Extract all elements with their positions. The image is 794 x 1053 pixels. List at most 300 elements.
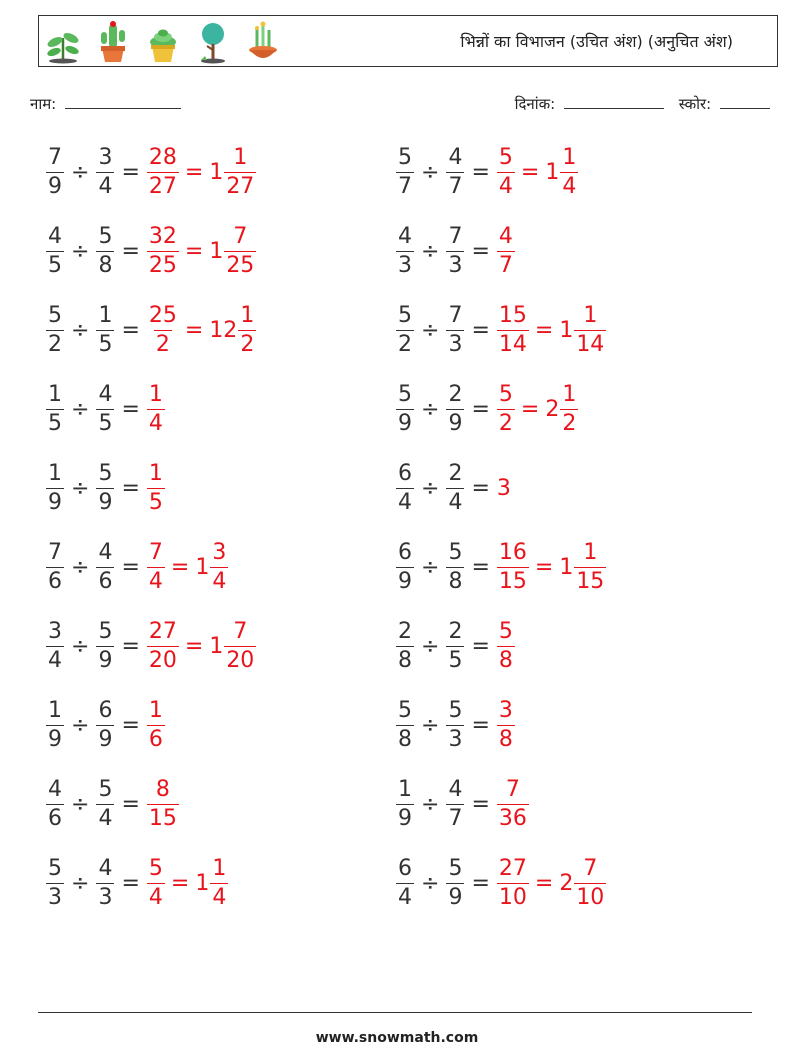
mixed-fraction — [238, 302, 256, 357]
divide-sign: ÷ — [71, 712, 90, 738]
mixed-whole: 2 — [545, 396, 560, 422]
answer-fraction — [147, 855, 165, 910]
answer-fraction — [147, 223, 179, 278]
denominator: 2 — [155, 331, 170, 357]
dividend-fraction — [396, 697, 414, 752]
answer-fraction — [497, 144, 515, 199]
divide-sign: ÷ — [71, 554, 90, 580]
denominator: 9 — [98, 726, 113, 752]
divisor-fraction — [96, 539, 114, 594]
denominator: 8 — [398, 726, 412, 752]
problem-item — [46, 772, 179, 836]
mixed-fraction — [574, 855, 606, 910]
numerator: 2 — [448, 460, 463, 486]
numerator: 7 — [505, 776, 520, 802]
denominator: 10 — [498, 884, 527, 910]
answer — [497, 697, 515, 752]
dividend-fraction — [46, 539, 64, 594]
answer-mixed-number — [209, 144, 256, 199]
denominator: 2 — [398, 331, 412, 357]
divisor-fraction — [446, 460, 464, 515]
answer — [497, 476, 512, 501]
equals-sign: = — [121, 791, 140, 817]
denominator: 8 — [448, 568, 463, 594]
denominator: 9 — [448, 884, 463, 910]
equals-sign: = — [471, 554, 490, 580]
dividend-fraction — [396, 855, 414, 910]
denominator: 5 — [98, 331, 113, 357]
numerator: 8 — [155, 776, 170, 802]
numerator: 5 — [98, 460, 113, 486]
equals-sign: = — [184, 317, 204, 343]
denominator: 4 — [148, 568, 163, 594]
equals-sign: = — [520, 396, 540, 422]
answer-fraction — [497, 302, 529, 357]
divide-sign: ÷ — [421, 554, 440, 580]
answer-fraction — [147, 460, 165, 515]
divisor-fraction — [446, 539, 464, 594]
denominator: 9 — [98, 489, 113, 515]
numerator: 7 — [233, 223, 248, 249]
numerator: 7 — [233, 618, 248, 644]
denominator: 7 — [448, 805, 463, 831]
answer — [147, 381, 165, 436]
numerator: 15 — [498, 302, 527, 328]
numerator: 4 — [498, 223, 513, 249]
divide-sign: ÷ — [421, 475, 440, 501]
divisor-fraction — [446, 855, 464, 910]
divisor-fraction — [446, 776, 464, 831]
divide-sign: ÷ — [71, 159, 90, 185]
equals-sign: = — [170, 870, 190, 896]
denominator: 9 — [98, 647, 113, 673]
equals-sign: = — [534, 554, 554, 580]
problem-item — [396, 140, 578, 204]
denominator: 6 — [48, 568, 62, 594]
numerator: 6 — [398, 855, 412, 881]
date-blank[interactable] — [564, 94, 664, 109]
denominator: 5 — [48, 252, 62, 278]
denominator: 27 — [226, 173, 255, 199]
answer — [147, 460, 165, 515]
footer-website: www.snowmath.com — [315, 1030, 479, 1046]
denominator: 7 — [498, 252, 513, 278]
denominator: 14 — [576, 331, 605, 357]
denominator: 25 — [226, 252, 255, 278]
divide-sign: ÷ — [71, 475, 90, 501]
equals-sign: = — [121, 317, 140, 343]
mixed-fraction — [224, 223, 256, 278]
numerator: 1 — [148, 381, 163, 407]
dividend-fraction — [396, 381, 414, 436]
answer — [497, 223, 515, 278]
mixed-fraction — [574, 302, 606, 357]
answer-fraction — [147, 302, 179, 357]
answer-fraction — [497, 618, 515, 673]
dividend-fraction — [46, 302, 64, 357]
answer — [147, 776, 179, 831]
problem-item — [396, 298, 606, 362]
numerator: 6 — [98, 697, 113, 723]
numerator: 2 — [448, 618, 463, 644]
dividend-fraction — [46, 618, 64, 673]
dividend-fraction — [396, 618, 414, 673]
problem-item — [396, 614, 515, 678]
equals-sign: = — [471, 317, 490, 343]
mixed-whole: 1 — [559, 554, 574, 580]
dividend-fraction — [46, 460, 64, 515]
numerator: 5 — [448, 697, 463, 723]
mixed-whole: 1 — [209, 159, 224, 185]
score-blank[interactable] — [720, 94, 770, 109]
equals-sign: = — [471, 475, 490, 501]
dividend-fraction — [46, 776, 64, 831]
answer — [147, 539, 228, 594]
dividend-fraction — [396, 302, 414, 357]
equals-sign: = — [471, 396, 490, 422]
numerator: 2 — [398, 618, 412, 644]
mixed-fraction — [210, 539, 228, 594]
divisor-fraction — [96, 381, 114, 436]
denominator: 4 — [498, 173, 513, 199]
equals-sign: = — [471, 791, 490, 817]
denominator: 2 — [498, 410, 513, 436]
numerator: 1 — [148, 697, 163, 723]
numerator: 1 — [148, 460, 163, 486]
answer-fraction — [497, 539, 529, 594]
denominator: 36 — [498, 805, 527, 831]
numerator: 16 — [498, 539, 527, 565]
numerator: 1 — [233, 144, 248, 170]
numerator: 4 — [398, 223, 412, 249]
numerator: 7 — [448, 223, 463, 249]
header-box — [38, 15, 778, 67]
score-label: स्कोर: — [678, 95, 712, 113]
divide-sign: ÷ — [421, 159, 440, 185]
mixed-fraction — [560, 381, 578, 436]
denominator: 6 — [48, 805, 62, 831]
divide-sign: ÷ — [421, 238, 440, 264]
numerator: 5 — [448, 855, 463, 881]
denominator: 8 — [398, 647, 412, 673]
numerator: 5 — [398, 302, 412, 328]
denominator: 5 — [448, 647, 463, 673]
numerator: 5 — [448, 539, 463, 565]
numerator: 1 — [240, 302, 255, 328]
divide-sign: ÷ — [71, 870, 90, 896]
numerator: 27 — [498, 855, 527, 881]
denominator: 4 — [398, 489, 412, 515]
answer — [497, 539, 606, 594]
problem-item — [46, 614, 256, 678]
problem-item — [46, 693, 165, 757]
dividend-fraction — [396, 776, 414, 831]
equals-sign: = — [121, 396, 140, 422]
numerator: 5 — [48, 855, 62, 881]
dividend-fraction — [46, 223, 64, 278]
divide-sign: ÷ — [71, 396, 90, 422]
divide-sign: ÷ — [421, 791, 440, 817]
numerator: 5 — [398, 144, 412, 170]
divisor-fraction — [96, 223, 114, 278]
answer-mixed-number — [545, 381, 578, 436]
divisor-fraction — [446, 697, 464, 752]
denominator: 6 — [98, 568, 113, 594]
denominator: 7 — [448, 173, 463, 199]
divide-sign: ÷ — [71, 317, 90, 343]
denominator: 5 — [98, 410, 113, 436]
answer-mixed-number — [559, 302, 606, 357]
equals-sign: = — [534, 317, 554, 343]
equals-sign: = — [121, 238, 140, 264]
divisor-fraction — [446, 618, 464, 673]
answer-mixed-number — [195, 855, 228, 910]
denominator: 4 — [212, 568, 227, 594]
equals-sign: = — [520, 159, 540, 185]
worksheet-title: भिन्नों का विभाजन (उचित अंश) (अनुचित अंश) — [460, 32, 733, 51]
dividend-fraction — [46, 144, 64, 199]
answer-fraction — [147, 776, 179, 831]
equals-sign: = — [184, 238, 204, 264]
problem-item — [396, 851, 606, 915]
tree-icon — [193, 20, 233, 64]
numerator: 7 — [448, 302, 463, 328]
equals-sign: = — [121, 159, 140, 185]
answer — [497, 381, 578, 436]
name-field — [30, 94, 181, 114]
equals-sign: = — [471, 633, 490, 659]
numerator: 4 — [98, 855, 113, 881]
divide-sign: ÷ — [421, 712, 440, 738]
denominator: 27 — [148, 173, 177, 199]
denominator: 20 — [226, 647, 255, 673]
numerator: 25 — [148, 302, 177, 328]
divide-sign: ÷ — [71, 238, 90, 264]
equals-sign: = — [121, 712, 140, 738]
numerator: 4 — [48, 223, 62, 249]
date-label: दिनांक: — [514, 95, 556, 113]
mixed-fraction — [560, 144, 578, 199]
answer-fraction — [497, 697, 515, 752]
denominator: 2 — [48, 331, 62, 357]
answer-mixed-number — [559, 539, 606, 594]
date-score-field — [515, 94, 770, 114]
equals-sign: = — [121, 475, 140, 501]
succulent-icon — [143, 20, 183, 64]
divisor-fraction — [96, 855, 114, 910]
denominator: 9 — [48, 489, 62, 515]
divisor-fraction — [96, 460, 114, 515]
answer — [147, 618, 256, 673]
equals-sign: = — [121, 870, 140, 896]
problem-item — [46, 298, 256, 362]
problem-item — [46, 219, 256, 283]
denominator: 4 — [98, 805, 113, 831]
answer-fraction — [147, 381, 165, 436]
answer-fraction — [497, 855, 529, 910]
numerator: 5 — [98, 223, 113, 249]
denominator: 15 — [148, 805, 177, 831]
divide-sign: ÷ — [421, 396, 440, 422]
answer-mixed-number — [209, 618, 256, 673]
name-blank[interactable] — [65, 94, 181, 109]
numerator: 6 — [398, 460, 412, 486]
denominator: 2 — [240, 331, 255, 357]
cactus-icon — [93, 20, 133, 64]
denominator: 3 — [98, 884, 113, 910]
denominator: 4 — [98, 173, 113, 199]
problem-item — [396, 772, 529, 836]
name-label: नाम: — [30, 95, 57, 113]
divide-sign: ÷ — [71, 791, 90, 817]
numerator: 1 — [48, 460, 62, 486]
answer-fraction — [497, 776, 529, 831]
denominator: 15 — [576, 568, 605, 594]
numerator: 27 — [148, 618, 177, 644]
answer — [147, 223, 256, 278]
numerator: 4 — [448, 144, 463, 170]
mixed-fraction — [224, 144, 256, 199]
problem-item — [396, 693, 515, 757]
divisor-fraction — [96, 144, 114, 199]
numerator: 4 — [48, 776, 62, 802]
numerator: 1 — [48, 697, 62, 723]
answer-fraction — [147, 618, 179, 673]
mixed-whole: 12 — [209, 317, 238, 343]
problem-item — [46, 140, 256, 204]
equals-sign: = — [471, 870, 490, 896]
problem-item — [396, 219, 515, 283]
equals-sign: = — [121, 633, 140, 659]
answer-fraction — [147, 144, 179, 199]
divisor-fraction — [446, 381, 464, 436]
numerator: 7 — [148, 539, 163, 565]
answer-whole-number: 3 — [496, 475, 511, 501]
numerator: 2 — [448, 381, 463, 407]
numerator: 4 — [98, 381, 113, 407]
divide-sign: ÷ — [71, 633, 90, 659]
denominator: 14 — [498, 331, 527, 357]
answer — [497, 144, 578, 199]
denominator: 4 — [148, 410, 163, 436]
answer-fraction — [497, 223, 515, 278]
divisor-fraction — [446, 223, 464, 278]
denominator: 4 — [562, 173, 577, 199]
numerator: 7 — [48, 539, 62, 565]
answer — [497, 302, 606, 357]
answer — [147, 302, 256, 357]
denominator: 20 — [148, 647, 177, 673]
denominator: 3 — [448, 331, 463, 357]
denominator: 8 — [498, 726, 513, 752]
answer-mixed-number — [195, 539, 228, 594]
footer-divider — [38, 1012, 752, 1013]
denominator: 3 — [448, 252, 463, 278]
answer — [497, 618, 515, 673]
equals-sign: = — [471, 159, 490, 185]
denominator: 9 — [398, 805, 412, 831]
denominator: 9 — [398, 410, 412, 436]
answer-mixed-number — [209, 223, 256, 278]
numerator: 1 — [562, 381, 577, 407]
mixed-whole: 2 — [559, 870, 574, 896]
mixed-fraction — [224, 618, 256, 673]
denominator: 4 — [448, 489, 463, 515]
equals-sign: = — [121, 554, 140, 580]
equals-sign: = — [471, 238, 490, 264]
denominator: 8 — [98, 252, 113, 278]
problem-item — [46, 456, 165, 520]
denominator: 5 — [148, 489, 163, 515]
numerator: 7 — [583, 855, 598, 881]
divisor-fraction — [446, 302, 464, 357]
plant-icons — [43, 20, 283, 64]
denominator: 4 — [48, 647, 62, 673]
numerator: 28 — [148, 144, 177, 170]
numerator: 5 — [98, 776, 113, 802]
numerator: 32 — [148, 223, 177, 249]
denominator: 6 — [148, 726, 163, 752]
numerator: 5 — [498, 618, 513, 644]
numerator: 5 — [498, 381, 513, 407]
denominator: 8 — [498, 647, 513, 673]
dividend-fraction — [46, 855, 64, 910]
sprout-icon — [43, 20, 83, 64]
denominator: 10 — [576, 884, 605, 910]
problem-item — [396, 456, 512, 520]
numerator: 3 — [98, 144, 113, 170]
mixed-whole: 1 — [545, 159, 560, 185]
denominator: 25 — [148, 252, 177, 278]
problem-item — [46, 851, 228, 915]
problem-item — [396, 377, 578, 441]
answer-fraction — [147, 697, 165, 752]
numerator: 4 — [98, 539, 113, 565]
answer-mixed-number — [559, 855, 606, 910]
denominator: 4 — [148, 884, 163, 910]
mixed-whole: 1 — [195, 554, 210, 580]
numerator: 5 — [48, 302, 62, 328]
mixed-whole: 1 — [559, 317, 574, 343]
divide-sign: ÷ — [421, 633, 440, 659]
denominator: 7 — [398, 173, 412, 199]
equals-sign: = — [184, 633, 204, 659]
denominator: 9 — [448, 410, 463, 436]
denominator: 9 — [48, 173, 62, 199]
numerator: 6 — [398, 539, 412, 565]
denominator: 4 — [398, 884, 412, 910]
mixed-whole: 1 — [209, 238, 224, 264]
numerator: 5 — [398, 381, 412, 407]
divisor-fraction — [96, 618, 114, 673]
divisor-fraction — [96, 302, 114, 357]
numerator: 1 — [583, 539, 598, 565]
numerator: 1 — [212, 855, 227, 881]
denominator: 4 — [212, 884, 227, 910]
dividend-fraction — [396, 144, 414, 199]
denominator: 9 — [48, 726, 62, 752]
divisor-fraction — [96, 776, 114, 831]
equals-sign: = — [534, 870, 554, 896]
equals-sign: = — [170, 554, 190, 580]
answer — [497, 855, 606, 910]
answer-mixed-number — [209, 302, 256, 357]
divide-sign: ÷ — [421, 870, 440, 896]
numerator: 7 — [48, 144, 62, 170]
denominator: 3 — [448, 726, 463, 752]
denominator: 15 — [498, 568, 527, 594]
mixed-fraction — [574, 539, 606, 594]
